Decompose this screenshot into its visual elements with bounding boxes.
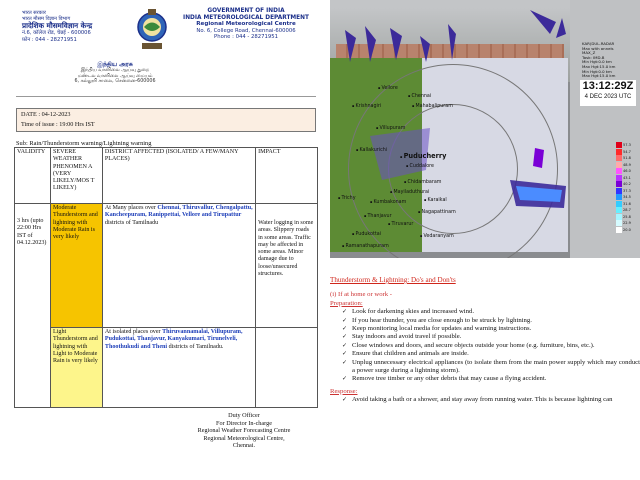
place-label: ▪ Karaikal — [424, 198, 447, 203]
legend-value: 37.3 — [623, 188, 631, 193]
issue-time: Time of issue : 19:00 Hrs IST — [21, 121, 95, 128]
eng-dept: INDIA METEOROLOGICAL DEPARTMENT — [183, 14, 309, 21]
hindi-dept: भारत मौसम विज्ञान विभाग — [22, 16, 71, 23]
tamil-gov: இந்திய அரசு — [97, 61, 133, 68]
preparation-list — [330, 308, 640, 384]
place-label: ▪ Kallakurichi — [356, 148, 387, 153]
place-label: ▪ Kumbakonam — [370, 200, 406, 205]
place-label: ▪ Chidambaram — [404, 180, 441, 185]
legend-swatch — [616, 155, 622, 161]
districts-many — [102, 204, 255, 328]
place-label: ▪ Puducherry — [400, 152, 446, 160]
legend-value: 54.7 — [623, 149, 631, 154]
list-item: ✓ If you hear thunder, you are close enough to be struck by lightning. — [342, 317, 640, 325]
impact-cell: Water logging in some areas. Slippery roads in some areas. Traffic may be affected in some areas. Minor damage due to loose/unsecured structures. — [256, 204, 318, 328]
warning-table — [14, 147, 318, 408]
legend-value: 46.0 — [623, 169, 631, 174]
meta-line: Task: IMD-B — [582, 54, 605, 60]
preparation-label: Preparation: — [330, 299, 363, 307]
meta-line: Min Hgt:0.0 km — [582, 68, 612, 74]
legend-swatch — [616, 207, 622, 213]
legend-swatch — [616, 214, 622, 220]
place-label: ▪ Mahabalipuram — [412, 104, 453, 109]
response-list — [330, 396, 640, 404]
hindi-phone: फ़ोन : 044 - 28271951 — [22, 36, 77, 43]
districts-isolated-list: Thiruvannamalai, Villupuram, Pudukottai, Thanjavur, Kanyakumari, Tirunelveli, Thoothukudi and Theni — [104, 329, 243, 350]
legend-value: 40.2 — [623, 182, 631, 187]
place-label: ▪ Tiruvarur — [388, 222, 413, 227]
meta-line: Max Hgt:15.0 km — [582, 73, 616, 79]
hindi-rmc: प्रादेशिक मौसमविज्ञान केन्द्र — [22, 21, 93, 31]
place-label: ▪ Trichy — [338, 196, 356, 201]
districts-many-post: districts of Tamilnadu — [104, 219, 159, 226]
hindi-gov: भारत सरकार — [22, 10, 46, 16]
list-item: ✓ Ensure that children and animals are inside. — [342, 350, 640, 358]
table-row — [15, 328, 318, 408]
legend-swatch — [616, 227, 622, 233]
districts-many-list: Chennai, Thiruvallur, Chengalpattu, Kancheepuram, Ranippettai, Vellore and Tirupattur — [104, 205, 253, 219]
place-label: ▪ Krishnagiri — [352, 104, 381, 109]
tamil-address: 6, கல்லூரி சாலை, சென்னை-600006 — [74, 79, 156, 85]
dos-and-donts — [330, 276, 640, 480]
header-hindi — [22, 10, 122, 43]
legend-swatch — [616, 175, 622, 181]
place-label: ▪ Vedaranyam — [420, 234, 454, 239]
header-english — [176, 8, 316, 41]
place-label: ▪ Villupuram — [376, 126, 405, 131]
place-label: ▪ Vellore — [378, 86, 398, 91]
legend-value: 28.7 — [623, 208, 631, 213]
place-label: ▪ Cuddalore — [406, 164, 434, 169]
meta-line: MAX_Z — [582, 50, 596, 56]
response-label: Response: — [330, 387, 358, 395]
legend-value: 22.9 — [623, 221, 631, 226]
list-item: ✓ Close windows and doors, and secure objects outside your home (e.g. furniture, bins, etc.). — [342, 342, 640, 350]
date-box — [16, 108, 316, 132]
col-phenomena: SEVERE WEATHER PHENOMEN A (VERY LIKELY/MOS T LIKELY) — [50, 148, 102, 204]
legend-value: 25.8 — [623, 214, 631, 219]
table-row — [15, 204, 318, 328]
legend-value: 57.3 — [623, 143, 631, 148]
place-label: ▪ Pudukottai — [352, 232, 381, 237]
table-header-row — [15, 148, 318, 204]
districts-isolated — [102, 328, 255, 408]
col-validity: VALIDITY — [15, 148, 51, 204]
districts-isolated-post: districts of Tamilnadu. — [167, 343, 224, 350]
meta-line: Min Hgt:0.0 km — [582, 59, 612, 65]
hindi-address: नं.6, कॉलेज रोड, चेन्नई - 600006 — [22, 30, 91, 37]
place-label: ▪ Chennai — [408, 94, 431, 99]
list-item: ✓ Keep monitoring local media for updates and warning instructions. — [342, 325, 640, 333]
eng-rmc: Regional Meteorological Centre — [196, 21, 296, 28]
legend-value: 43.1 — [623, 175, 631, 180]
list-item: ✓ Stay indoors and avoid travel if possible. — [342, 333, 640, 341]
sign-line-4: Regional Meteorological Centre, — [203, 434, 285, 442]
legend-swatch — [616, 220, 622, 226]
meta-line: Max with annels — [582, 45, 614, 51]
radar-image — [330, 0, 640, 258]
meta-line: Max Hgt:15.0 km — [582, 63, 616, 69]
header-divider — [16, 96, 316, 97]
legend-swatch — [616, 194, 622, 200]
eng-phone: Phone : 044 - 28271951 — [214, 34, 278, 41]
sign-line-2: For Director In-charge — [216, 419, 272, 427]
legend-swatch — [616, 149, 622, 155]
tamil-dept: இந்திய வானிலை ஆய்வு துறை — [80, 67, 150, 73]
impact-empty — [256, 328, 318, 408]
phenomena-light: Light Thunderstorm and lightning with Light to Moderate Rain is very likely — [50, 328, 102, 408]
radar-timestamp — [580, 80, 636, 106]
list-item: ✓ Unplug unnecessary electrical appliances (to isolate them from the main power supply which may conduct a power surge during a lightning storm). — [342, 359, 640, 376]
imd-emblem-icon — [136, 8, 168, 52]
radar-time: 13:12:29Z — [582, 80, 634, 92]
sign-line-5: Chennai. — [232, 442, 256, 450]
signature-block — [170, 412, 318, 450]
dos-section-heading: (i) If at home or work - — [330, 291, 393, 299]
legend-swatch — [616, 168, 622, 174]
eng-gov: GOVERNMENT OF INDIA — [207, 8, 285, 14]
list-item: ✓ Look for darkening skies and increased wind. — [342, 308, 640, 316]
legend-value: 31.6 — [623, 201, 631, 206]
place-label: ▪ Mayiladuthurai — [390, 190, 429, 195]
legend-swatch — [616, 142, 622, 148]
legend-value: 48.9 — [623, 162, 631, 167]
subject-line: Sub: Rain/Thunderstorm warning/Lightning warning — [16, 140, 152, 147]
radar-metadata — [582, 42, 636, 79]
dos-title: Thunderstorm & Lightning: Do's and Don'ts — [330, 276, 456, 284]
legend-swatch — [616, 188, 622, 194]
validity-cell: 3 hrs (upto 22:00 Hrs IST of 04.12.2023) — [15, 204, 51, 408]
radar-date: 4 DEC 2023 UTC — [584, 94, 632, 100]
reflectivity-legend — [616, 142, 638, 233]
col-districts: DISTRICT AFFECTED (ISOLATED/ A FEW/MANY PLACES) — [102, 148, 255, 204]
sign-line-3: Regional Weather Forecasting Centre — [197, 427, 291, 435]
sign-line-1: Duty Officer — [228, 412, 260, 419]
place-label: ▪ Thanjavur — [364, 214, 392, 219]
eng-address: No. 6, College Road, Chennai-600006 — [196, 27, 296, 34]
legend-swatch — [616, 181, 622, 187]
legend-swatch — [616, 201, 622, 207]
legend-value: 20.0 — [623, 227, 631, 232]
issue-date: DATE : 04-12-2023 — [21, 111, 71, 118]
tamil-rmc: மண்டல வானிலை ஆய்வு மையம் — [77, 73, 153, 79]
phenomena-moderate: Moderate Thunderstorm and lightning with Moderate Rain is very likely — [50, 204, 102, 328]
districts-many-pre: At Many places over — [104, 205, 158, 211]
list-item: ✓ Avoid taking a bath or a shower, and stay away from running water. This is because lightning can — [342, 396, 640, 404]
list-item: ✓ Remove tree timber or any other debris that may cause a flying accident. — [342, 375, 640, 383]
place-label: ▪ Nagapattinam — [418, 210, 456, 215]
legend-value: 51.8 — [623, 156, 631, 161]
header-tamil — [40, 62, 190, 85]
legend-swatch — [616, 162, 622, 168]
districts-isolated-pre: At isolated places over — [104, 329, 163, 335]
place-label: ▪ Ramanathapuram — [342, 244, 389, 249]
meta-line: KAR(DUL-RADAR — [582, 41, 615, 46]
col-impact: IMPACT — [256, 148, 318, 204]
legend-row — [616, 227, 638, 234]
legend-value: 34.5 — [623, 195, 631, 200]
